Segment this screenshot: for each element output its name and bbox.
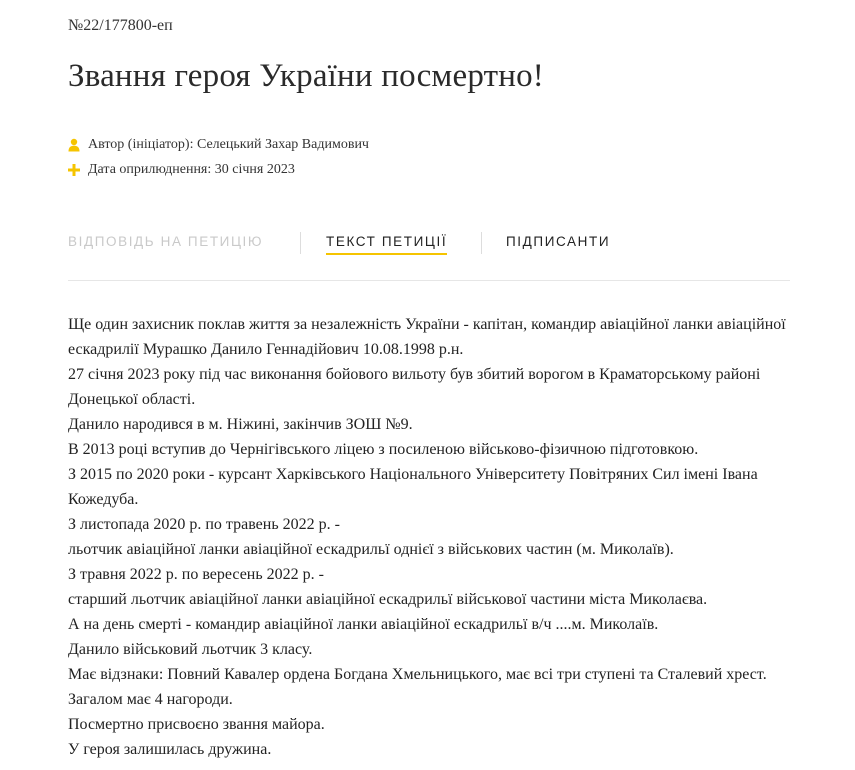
body-paragraph: льотчик авіаційної ланки авіаційної ескадрильї однієї з військових частин (м. Миколаїв). <box>68 541 674 558</box>
body-paragraph: старший льотчик авіаційної ланки авіаційної ескадрильї військової частини міста Миколаєва. <box>68 591 708 608</box>
body-paragraph: Посмертно присвоєно звання майора. <box>68 716 325 733</box>
tab-text[interactable]: ТЕКСТ ПЕТИЦІЇ <box>326 234 447 255</box>
body-paragraph: Данило народився в м. Ніжині, закінчив ЗОШ №9. <box>68 416 413 433</box>
body-paragraph: З травня 2022 р. по вересень 2022 р. - <box>68 566 324 583</box>
author-text: Автор (ініціатор): Селецький Захар Вадимович <box>88 137 369 152</box>
body-paragraph: Ще один захисник поклав життя за незалежність України - капітан, командир авіаційної ланки авіаційної ескадрилії Мурашко Данило Геннадійович 10.08.1998 р.н. <box>68 316 786 358</box>
petition-number: №22/177800-еп <box>68 17 173 34</box>
page-title: Звання героя України посмертно! <box>68 58 544 94</box>
body-paragraph: 27 січня 2023 року під час виконання бойового вильоту був збитий ворогом в Краматорському районі Донецької області. <box>68 366 761 408</box>
petition-body <box>68 312 790 762</box>
body-paragraph: В 2013 році вступив до Чернігівського ліцею з посиленою військово-фізичною підготовкою. <box>68 441 699 458</box>
user-icon <box>68 138 80 152</box>
body-paragraph: А на день смерті - командир авіаційної ланки авіаційної ескадрильї в/ч ....м. Миколаїв. <box>68 616 659 633</box>
author-row <box>68 137 369 153</box>
tab-answer[interactable]: ВІДПОВІДЬ НА ПЕТИЦІЮ <box>68 234 264 249</box>
tab-divider <box>481 232 482 254</box>
body-paragraph: З 2015 по 2020 роки - курсант Харківського Національного Університету Повітряних Сил імені Івана Кожедуба. <box>68 466 758 508</box>
body-paragraph: З листопада 2020 р. по травень 2022 р. - <box>68 516 340 533</box>
tab-divider <box>300 232 301 254</box>
body-paragraph: Має відзнаки: Повний Кавалер ордена Богдана Хмельницького, має всі три ступені та Сталевий хрест. Загалом має 4 нагороди. <box>68 666 767 708</box>
plus-icon <box>68 163 80 177</box>
date-text: Дата оприлюднення: 30 січня 2023 <box>88 162 295 177</box>
petition-tabs <box>68 228 790 281</box>
date-row <box>68 162 295 178</box>
body-paragraph: У героя залишилась дружина. <box>68 741 272 758</box>
body-paragraph: Данило військовий льотчик 3 класу. <box>68 641 313 658</box>
tab-signers[interactable]: ПІДПИСАНТИ <box>506 234 611 249</box>
